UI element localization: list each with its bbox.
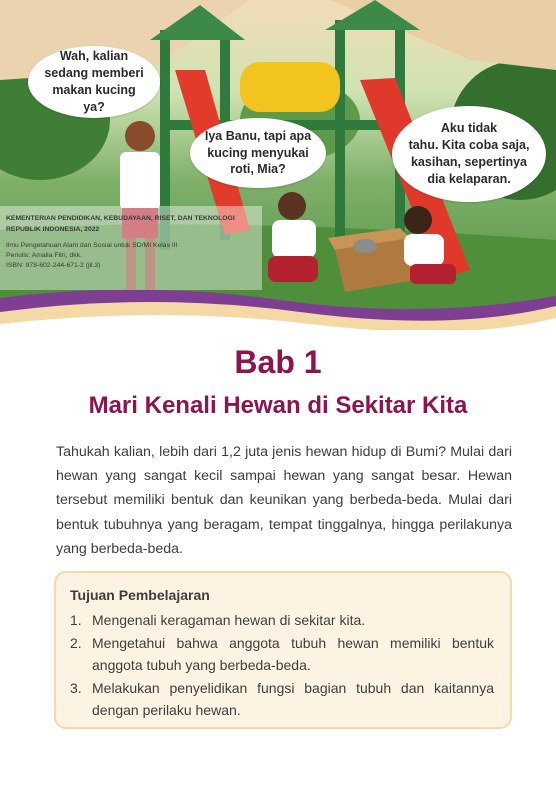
publisher-name: KEMENTERIAN PENDIDIKAN, KEBUDAYAAN, RISET, DAN TEKNOLOGI REPUBLIK INDONESIA, 2022 [6,215,235,233]
list-text: Melakukan penyelidikan fungsi bagian tubuh dan kaitannya dengan perilaku hewan. [92,679,494,718]
intro-paragraph: Tahukah kalian, lebih dari 1,2 juta jenis hewan hidup di Bumi? Mulai dari hewan yang sangat kecil sampai hewan yang sangat besar. Hewan tersebut memiliki bentuk dan keunikan yang berbeda-beda. Mulai dari bentuk tubuhnya yang beragam, tempat tinggalnya, hingga perilakunya yang berbeda-beda. [56,444,512,557]
speech-bubble-text: Iya Banu, tapi apa kucing menyukai roti, Mia? [204,128,312,177]
learning-goals-list [70,609,494,722]
girl-shirt [404,234,444,266]
speech-bubble-mia [392,106,546,202]
list-item [70,632,494,677]
crouching-boy-shorts [268,256,318,282]
list-text: Mengetahui bahwa anggota tubuh hewan memiliki bentuk anggota tubuh yang berbeda-beda. [92,634,494,673]
chapter-number: Bab 1 [234,344,322,380]
yellow-tube [240,62,340,112]
list-item [70,677,494,722]
frame-post [335,20,345,250]
speech-bubble-text: Wah, kalian sedang memberi makan kucing ya? [44,49,144,114]
boy-head [125,121,155,151]
learning-goals-heading: Tujuan Pembelajaran [70,587,210,603]
speech-bubble-boy [190,118,326,188]
list-number: 2. [70,634,82,651]
list-item [70,609,494,632]
list-number: 1. [70,612,82,628]
speech-bubble-text: Aku tidak tahu. Kita coba saja, kasihan, sepertinya dia kelaparan. [408,121,530,186]
cover-illustration [0,0,556,330]
crouching-boy-head [278,192,306,220]
boy-shirt [120,152,160,210]
girl-head [404,206,432,234]
chapter-title: Mari Kenali Hewan di Sekitar Kita [88,392,468,419]
book-title: Ilmu Pengetahuan Alam dan Sosial untuk SD/MI Kelas III [6,242,178,250]
list-text: Mengenali keragaman hewan di sekitar kita. [92,612,366,628]
book-credits [0,206,262,290]
author-line: Penulis: Amalia Fitri, dkk. [6,252,82,260]
girl-skirt [410,264,456,284]
crouching-boy-shirt [272,220,316,258]
cat [353,239,377,253]
learning-goals-box [54,571,512,729]
isbn-line: ISBN: 978-602-244-671-2 (jil.3) [6,262,101,270]
speech-bubble-banu [28,46,160,118]
list-number: 3. [70,679,82,696]
